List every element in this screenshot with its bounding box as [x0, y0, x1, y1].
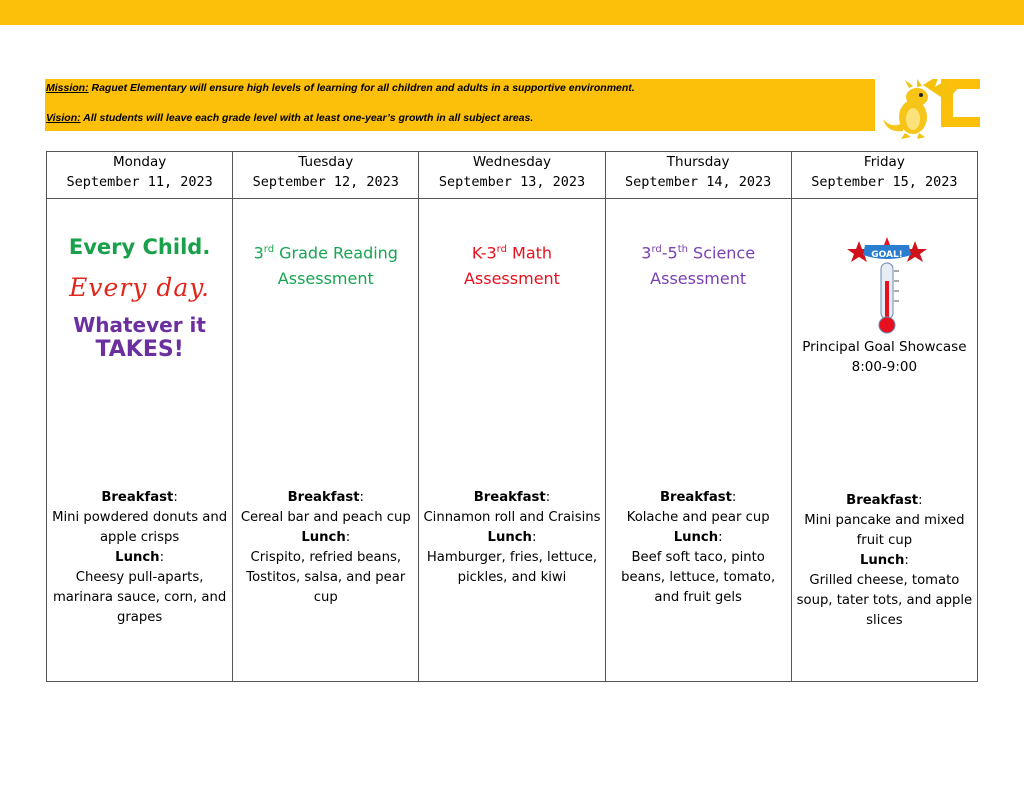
goal-badge-text: GOAL!	[870, 250, 903, 260]
breakfast-label: Breakfast	[101, 490, 174, 505]
day-date: September 14, 2023	[625, 174, 772, 190]
breakfast-label: Breakfast	[473, 490, 546, 505]
breakfast-label: Breakfast	[846, 493, 919, 508]
colon: :	[904, 553, 909, 568]
slogan-every-child: Every Child.	[68, 235, 211, 259]
calendar-body-row	[47, 199, 978, 682]
lunch-label: Lunch	[859, 553, 905, 568]
lunch-items: Cheesy pull-aparts, marinara sauce, corn, and grapes	[52, 570, 227, 625]
event-superscript: th	[677, 244, 688, 255]
colon: :	[159, 550, 165, 565]
breakfast-label: Breakfast	[287, 490, 360, 505]
vision-label: Vision:	[46, 112, 81, 124]
event-superscript: rd	[496, 244, 507, 255]
lunch-label: Lunch	[115, 550, 160, 565]
event-text: Assessment	[277, 269, 374, 289]
event-text: 3	[641, 243, 652, 263]
menu-tuesday	[237, 488, 414, 608]
dragon-mascot-icon	[877, 79, 980, 139]
slogan-emphasis: TAKES!	[95, 337, 184, 362]
breakfast-items: Mini powdered donuts and apple crisps	[52, 510, 228, 545]
slogan-whatever-it-takes	[47, 313, 232, 362]
calendar-header-row	[47, 152, 978, 199]
header-friday	[791, 152, 977, 199]
event-text: Science	[687, 243, 756, 263]
event-science-assessment	[606, 237, 791, 292]
lunch-items: Beef soft taco, pinto beans, lettuce, tomato, and fruit gels	[621, 550, 776, 605]
mission-label: Mission:	[46, 82, 89, 94]
colon: :	[718, 530, 723, 545]
lunch-label: Lunch	[673, 530, 719, 545]
event-principal-goal-showcase	[792, 337, 977, 377]
goal-thermometer-icon	[847, 237, 927, 337]
event-text: Principal Goal Showcase	[802, 339, 967, 355]
event-text: Grade Reading	[274, 243, 398, 263]
vision-text: All students will leave each grade level with at least one-year’s growth in all subject areas.	[80, 112, 534, 124]
breakfast-items: Mini pancake and mixed fruit cup	[804, 513, 965, 548]
header-thursday	[605, 152, 791, 199]
vision-statement	[46, 112, 533, 124]
day-date: September 11, 2023	[66, 174, 213, 190]
event-math-assessment	[419, 237, 604, 292]
mission-text: Raguet Elementary will ensure high levels of learning for all children and adults in a supportive environment.	[88, 82, 635, 94]
dragon-logo	[877, 79, 980, 139]
colon: :	[918, 493, 923, 508]
lunch-label: Lunch	[301, 530, 346, 545]
colon: :	[531, 530, 537, 545]
cell-thursday	[605, 199, 791, 682]
header-wednesday	[419, 152, 605, 199]
slogan-text: Whatever it	[73, 313, 206, 337]
cell-friday	[791, 199, 977, 682]
header-monday	[47, 152, 233, 199]
day-date: September 12, 2023	[252, 174, 399, 190]
menu-monday	[51, 488, 228, 628]
colon: :	[345, 530, 351, 545]
menu-wednesday	[423, 488, 600, 588]
day-name: Wednesday	[472, 154, 552, 170]
breakfast-items: Cereal bar and peach cup	[240, 510, 411, 525]
breakfast-label: Breakfast	[659, 490, 732, 505]
header-tuesday	[233, 152, 419, 199]
colon: :	[545, 490, 551, 505]
colon: :	[173, 490, 178, 505]
event-superscript: rd	[263, 244, 275, 255]
event-text: Assessment	[463, 269, 560, 289]
day-name: Thursday	[666, 154, 730, 170]
event-reading-assessment	[233, 237, 418, 292]
event-superscript: rd	[651, 244, 662, 255]
event-text: Math	[506, 243, 553, 263]
day-name: Friday	[863, 154, 905, 170]
lunch-label: Lunch	[487, 530, 532, 545]
lunch-items: Crispito, refried beans, Tostitos, salsa, and pear cup	[246, 550, 406, 605]
weekly-calendar	[46, 151, 978, 682]
menu-friday	[796, 491, 973, 631]
colon: :	[359, 490, 364, 505]
day-name: Monday	[112, 154, 167, 170]
day-name: Tuesday	[298, 154, 354, 170]
day-date: September 13, 2023	[438, 174, 586, 190]
event-text: Assessment	[650, 269, 747, 289]
cell-monday	[47, 199, 233, 682]
lunch-items: Hamburger, fries, lettuce, pickles, and kiwi	[426, 550, 598, 585]
event-text: 3	[253, 243, 264, 263]
cell-wednesday	[419, 199, 605, 682]
event-time: 8:00-9:00	[851, 359, 918, 375]
menu-thursday	[610, 488, 787, 608]
top-gold-bar	[0, 0, 1024, 25]
breakfast-items: Cinnamon roll and Craisins	[423, 510, 601, 525]
breakfast-items: Kolache and pear cup	[626, 510, 770, 525]
event-text: -5	[661, 243, 678, 263]
mission-statement	[46, 82, 635, 94]
colon: :	[731, 490, 737, 505]
cell-tuesday	[233, 199, 419, 682]
day-date: September 15, 2023	[811, 174, 958, 190]
lunch-items: Grilled cheese, tomato soup, tater tots, and apple slices	[796, 573, 973, 628]
event-text: K-3	[471, 243, 497, 263]
slogan-every-day: Every day.	[69, 273, 211, 302]
